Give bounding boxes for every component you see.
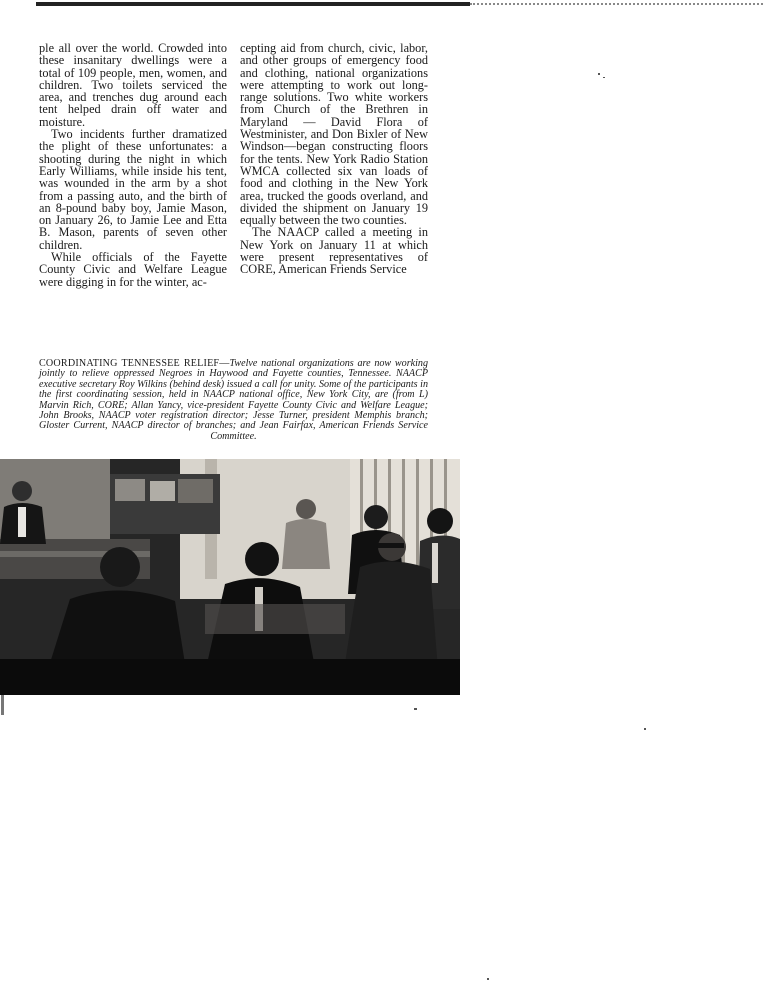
article-column-left: [39, 42, 227, 288]
scan-speck: [598, 73, 600, 75]
paragraph: While officials of the Fayette County Civic and Welfare League were digging in for the winter, ac-: [39, 250, 227, 289]
scan-speck: [1, 695, 4, 715]
scan-speck: [644, 728, 646, 730]
paragraph: cepting aid from church, civic, labor, and other groups of emergency food and clothing, national organizations were attempting to work out long-range solutions. Two white workers from Church of the Brethren in Maryland — David Flora of Westminister, and Don Bixler of New Windson—began constructing floors for the tents. New York Radio Station WMCA collected six van loads of food and clothing in the New York area, trucked the goods overland, and divided the shipment on January 19 equally between the two counties.: [240, 41, 428, 228]
meeting-photograph: [0, 459, 460, 695]
scan-speck: [603, 77, 605, 78]
photo-caption: [39, 359, 428, 442]
paragraph: ple all over the world. Crowded into these insanitary dwellings were a total of 109 people, men, women, and children. Two toilets serviced the area, and trenches dug around each tent helped drain off water and moisture.: [39, 41, 227, 129]
paragraph: Two incidents further dramatized the plight of these unfortunates: a shooting during the night in which Early Williams, while inside his tent, was wounded in the arm by a shot from a passing auto, and the birth of an 8-pound baby boy, Jamie Mason, on January 26, to Jamie Lee and Etta B. Mason, parents of seven other children.: [39, 127, 227, 252]
scan-speck: [414, 708, 417, 710]
scan-speck: [487, 978, 489, 980]
caption-body: Twelve national organizations are now working jointly to relieve oppressed Negroes in Haywood and Fayette counties, Tennessee. NAACP executive secretary Roy Wilkins (behind desk) issued a call for unity. Some of the participants in the first coordinating session, held in NAACP national office, New York City, are (from L) Marvin Rich, CORE; Allan Yancy, vice-president Fayette County Civic and Welfare League; John Brooks, NAACP voter registration director; Jesse Turner, president Memphis branch; Gloster Current, NAACP director of branches; and Jean Fairfax, American Friends Service Committee.: [39, 358, 429, 442]
caption-heading: COORDINATING TENNESSEE RELIEF—: [39, 358, 230, 369]
article-column-right: [240, 42, 428, 276]
top-dotted-rule: [470, 3, 763, 5]
top-rule: [36, 2, 470, 6]
meeting-photo-illustration: [0, 459, 460, 695]
paragraph: The NAACP called a meeting in New York on January 11 at which were present representatives of CORE, American Friends Service: [240, 225, 428, 277]
